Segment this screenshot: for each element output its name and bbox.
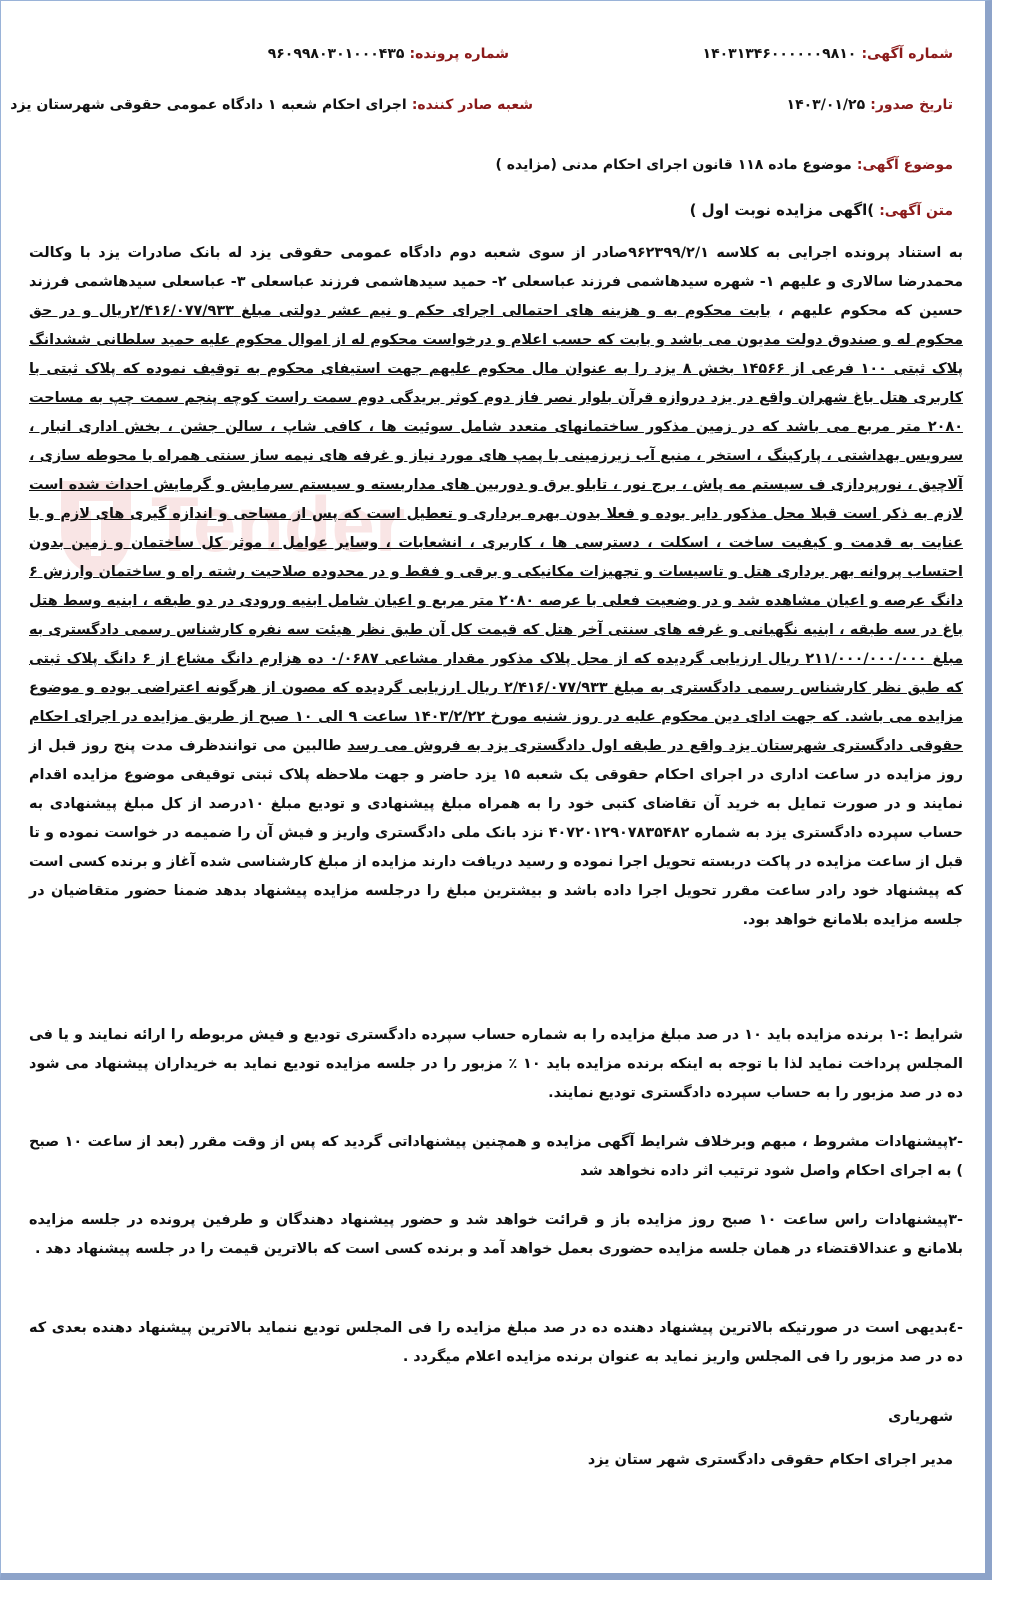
- case-number-value: ۹۶۰۹۹۸۰۳۰۱۰۰۰۴۳۵: [267, 46, 405, 62]
- case-number-label: شماره پرونده:: [409, 46, 509, 62]
- issuing-branch-value: اجرای احکام شعبه ۱ دادگاه عمومی حقوقی شهرستان یزد: [10, 97, 407, 113]
- signature-name: شهریاری: [888, 1409, 953, 1425]
- paragraph-underlined: بابت محکوم به و هزینه های احتمالی اجرای حکم و نیم عشر دولتی مبلغ ۲/۴۱۶/۰۷۷/۹۳۳ریال و در حق محکوم له و صندوق دولت مدیون می باشد و بابت که حسب اعلام و درخواست محکوم له از اموال محکوم علیه حمید سلطانی ششدانگ پلاک ثبتی ۱۰۰ فرعی از ۱۴۵۶۶ بخش ۸ یزد را به عنوان مال محکوم علیهم جهت استیفای محکوم به توقیف نموده که پلاک ثبتی با کاربری هتل باغ شهران واقع در یزد دروازه قرآن بلوار نصر فاز دوم کوثر بریدگی دوم سمت راست کوچه پنجم سمت چپ به مساحت ۲۰۸۰ متر مربع می باشد که در زمین مذکور ساختمانهای متعدد شامل سوئیت ها ، کافی شاپ ، سالن جشن ، بخش اداری انبار ، سرویس بهداشتی ، پارکینگ ، استخر ، منبع آب زیرزمینی با پمپ های مورد نیاز و غرفه های نیمه ساز سنتی همراه با محوطه سازی ، آلاچیق ، نورپردازی ف سیستم مه پاش ، برج نور ، تابلو برق و دوربین های مداربسته و سیستم سرمایش و گرمایش احداث شده است لازم به ذکر است قبلا محل مذکور دایر بوده و فعلا بدون بهره برداری و تعطیل است که پس از مساحی و اندازه گیری های لازم و با عنایت به قدمت و کیفیت ساخت ، اسکلت ، دسترسی ها ، کاربری ، انشعابات ، وسایر عوامل ، موثر کل ساختمان و زمین بدون احتساب پروانه بهر برداری هتل و تاسیسات و تجهیزات مکانیکی و برقی و فقط و در محدوده صلاحیت رشته راه و ساختمان وارزش ۶ دانگ عرصه و اعیان مشاهده شد و در وضعیت فعلی با عرصه ۲۰۸۰ متر مربع و اعیان شامل ابنیه ورودی در دو طبقه ، ابنیه وسط هتل باغ در سه طبقه ، ابنیه نگهبانی و غرفه های سنتی آخر هتل که قیمت کل آن طبق نظر هیئت سه نفره کارشناس رسمی دادگستری به مبلغ ۲۱۱/۰۰۰/۰۰۰/۰۰۰ ریال ارزیابی گردیده که از محل پلاک مذکور مقدار مشاعی ۰/۰۶۸۷ ده هزارم دانگ مشاع از ۶ دانگ پلاک ثبتی که طبق نظر کارشناس رسمی دادگستری به مبلغ ۲/۴۱۶/۰۷۷/۹۳۳ ریال ارزیابی گردیده که مصون از هرگونه اعتراضی بوده و موضوع مزایده می باشد. که جهت ادای دین محکوم علیه در روز شنبه مورخ ۱۴۰۳/۲/۲۲ ساعت ۹ الی ۱۰ صبح از طریق مزایده در اجرای احکام حقوقی دادگستری شهرستان یزد واقع در طبقه اول دادگستری یزد به فروش می رسد: [29, 303, 964, 754]
- ad-number-row: [703, 43, 953, 62]
- subject-row: [496, 154, 954, 173]
- issue-date-value: ۱۴۰۳/۰۱/۲۵: [786, 97, 866, 113]
- condition-4: -٤بدیهی است در صورتیکه بالاترین پیشنهاد دهنده ده در صد مبلغ مزایده را فی المجلس تودیع ننماید بالاترین پیشنهاد دهنده بعدی که ده در صد مزبور را فی المجلس واریز نماید به عنوان برنده مزایده اعلام میگردد .: [29, 1320, 963, 1365]
- subject-value: موضوع ماده ۱۱۸ قانون اجرای احکام مدنی (مزایده ): [495, 157, 852, 173]
- condition-2: -۲پیشنهادات مشروط ، مبهم وبرخلاف شرایط آگهی مزایده و همچنین پیشنهاداتی گردید که پس از وقت مقرر (بعد از ساعت ۱۰ صبح ) به اجرای احکام واصل شود ترتیب اثر داده نخواهد شد: [29, 1134, 963, 1179]
- subject-label: موضوع آگهی:: [856, 157, 953, 173]
- issuing-branch-label: شعبه صادر کننده:: [411, 97, 533, 113]
- text-title-value: )اگهی مزایده نوبت اول ): [689, 201, 875, 219]
- condition-3: -۳پیشنهادات راس ساعت ۱۰ صبح روز مزایده باز و قرائت خواهد شد و حضور پیشنهاد دهندگان و طرفین پرونده در جلسه مزایده بلامانع و عندالاقتضاء در همان جلسه مزایده حضوری بعمل خواهد آمد و برنده کسی است که بالاترین قیمت را در جلسه پیشنهاد دهد .: [29, 1212, 963, 1257]
- paragraph-intro: به استناد پرونده اجرایی به کلاسه ۹۶۲۳۹۹/۲/۱صادر از سوی شعبه دوم دادگاه عمومی حقوقی یزد له بانک صادرات یزد با وکالت محمدرضا سالاری و علیهم ۱- شهره سیدهاشمی فرزند عباسعلی ۲- حمید سیدهاشمی فرزند عباسعلی ۳- عباسعلی سیدهاشمی فرزند حسین که محکوم علیهم ،: [29, 245, 964, 319]
- signature-title: مدیر اجرای احکام حقوقی دادگستری شهر ستان یزد: [587, 1452, 953, 1468]
- condition-1: شرایط :-۱ برنده مزایده باید ۱۰ در صد مبلغ مزایده را به شماره حساب سپرده دادگستری تودیع و فیش مربوطه را ارائه نمایند و یا فی المجلس پرداخت نماید لذا با توجه به اینکه برنده مزایده باید ۱۰ ٪ مزبور را در جلسه مزایده تودیع نماید به خریداران پیشنهاد می شود ده در صد مزبور را به حساب سپرده دادگستری تودیع نمایند.: [29, 1027, 964, 1101]
- text-label: متن آگهی:: [879, 203, 953, 219]
- issuing-branch-row: [10, 94, 533, 113]
- issue-date-row: [787, 94, 953, 113]
- paragraph-rest: طالبین می توانندظرف مدت پنج روز قبل از روز مزایده در ساعت اداری در اجرای احکام حقوقی یک شعبه ۱۵ یزد حاضر و جهت ملاحظه پلاک ثبتی توقیفی موضوع مزایده اقدام نمایند و در صورت تمایل به خرید آن تقاضای کتبی خود را به همراه مبلغ پیشنهادی و تودیع مبلغ ۱۰درصد از کل مبلغ پیشنهادی به حساب سپرده دادگستری یزد به شماره ۴۰۷۲۰۱۲۹۰۷۸۳۵۴۸۲ نزد بانک ملی دادگستری واریز و فیش آن را ضمیمه در خواست نموده و تا قبل از ساعت مزایده در پاکت دربسته تحویل اجرا نموده و رسید دریافت دارند مزایده از مبلغ کارشناسی شده آغاز و برنده کسی است که پیشنهاد خود رادر ساعت مقرر تحویل اجرا داده باشد و بیشترین مبلغ را درجلسه مزایده پیشنهاد بدهد ضمنا حضور متقاضیان در جلسه مزایده بلامانع خواهد بود.: [29, 738, 964, 928]
- main-paragraph: [29, 239, 963, 935]
- issue-date-label: تاریخ صدور:: [870, 97, 953, 113]
- text-title-row: [690, 200, 953, 219]
- ad-number-label: شماره آگهی:: [861, 46, 953, 62]
- watermark-text: Tender: [151, 480, 406, 568]
- case-number-row: [268, 43, 509, 62]
- ad-number-value: ۱۴۰۳۱۳۴۶۰۰۰۰۰۰۹۸۱۰: [702, 46, 857, 62]
